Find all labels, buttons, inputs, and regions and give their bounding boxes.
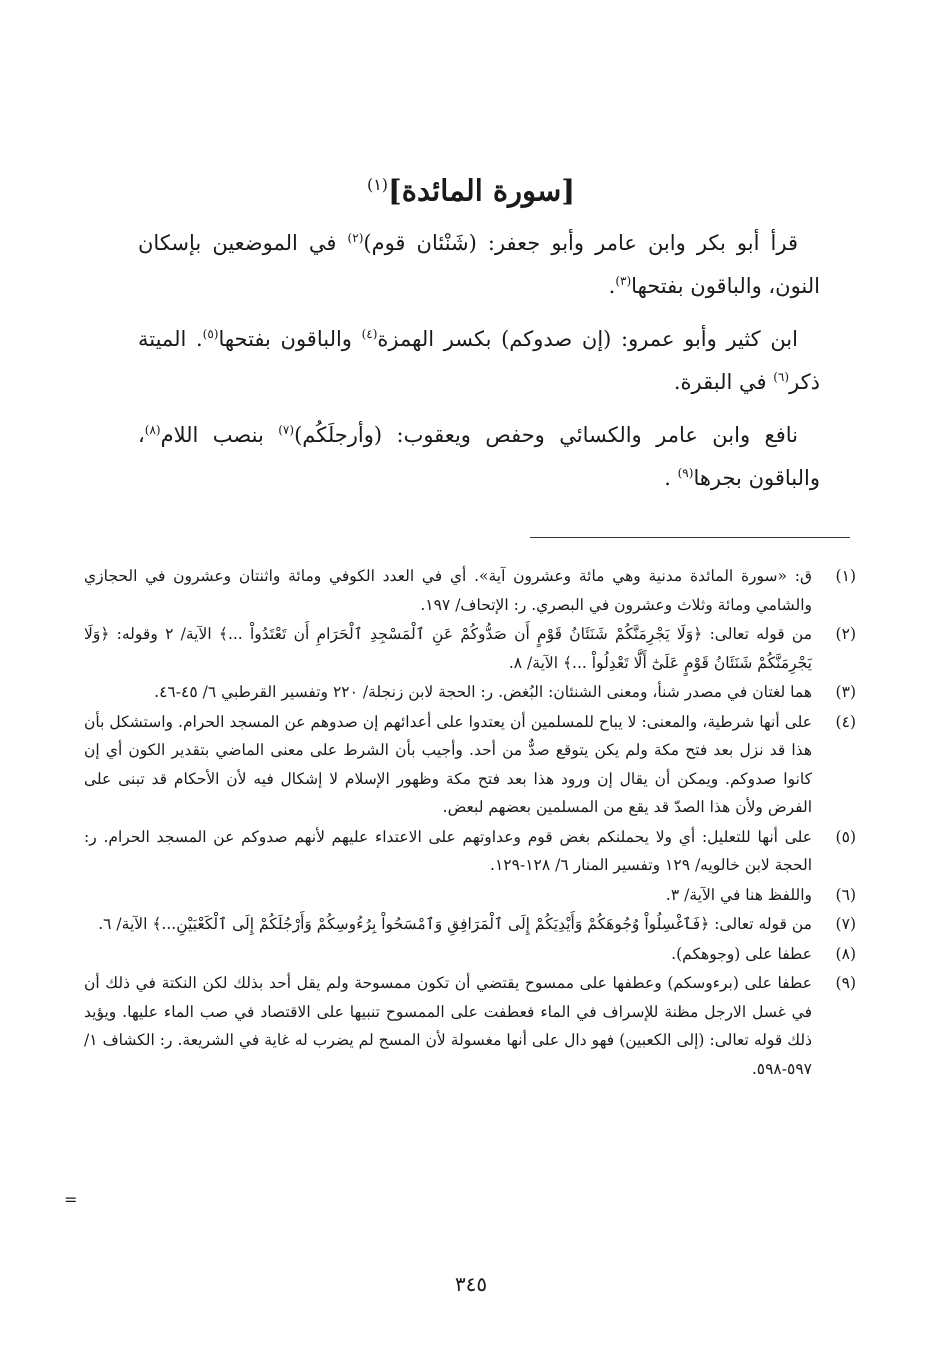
footnote-number: (٤)	[835, 712, 856, 731]
page-number: ٣٤٥	[454, 1272, 488, 1296]
footnote-ref: (٥)	[202, 327, 219, 341]
footnote-number: (٧)	[835, 915, 856, 933]
footnote-text: من قوله تعالى: ﴿وَلَا يَجْرِمَنَّكُمْ شَنَئَانُ قَوْمٍ أَن صَدُّوكُمْ عَنِ ٱلْمَسْجِدِ ٱلْحَرَامِ أَن تَعْتَدُواْ ...﴾ الآية/ ٢ وقوله: ﴿وَلَا يَجْرِمَنَّكُمْ شَنَئَانُ قَوْمٍ عَلَىٰٓ أَلَّا تَعْدِلُواْ ...﴾ الآية/ ٨.	[84, 625, 812, 672]
footnote-9	[84, 969, 856, 1083]
footnote-number: (٩)	[835, 974, 856, 992]
footnote-1	[84, 562, 856, 619]
footnote-2	[84, 620, 856, 677]
footnote-text: هما لغتان في مصدر شنأ، ومعنى الشنئان: البُغض. ر: الحجة لابن زنجلة/ ٢٢٠ وتفسير القرطبي ٦/ ٤٥-٤٦.	[154, 683, 812, 701]
footnote-ref: (٦)	[773, 370, 790, 384]
footnote-6	[84, 881, 856, 910]
footnote-number: (٢)	[835, 625, 856, 643]
footnote-4	[84, 708, 856, 822]
footnote-text: واللفظ هنا في الآية/ ٣.	[665, 885, 812, 904]
footnote-number: (٨)	[835, 944, 856, 963]
footnote-text: عطفا على (وجوهكم).	[671, 944, 812, 963]
footnote-ref: (٤)	[361, 327, 378, 341]
surah-title	[0, 160, 942, 216]
footnote-text: على أنها شرطية، والمعنى: لا يباح للمسلمين أن يعتدوا على أعدائهم إن صدوهم عن المسجد الحرام. واستشكل بأن هذا قد نزل بعد فتح مكة ولم يكن يتوقع صدٌّ من أحد. وأجيب بأن الشرط على معنى الماضي بتقدير الكون أي إن كانوا صدوكم. ويمكن أن يقال إن ورود هذا بعد فتح مكة وظهور الإسلام لا إشكال فيه لأن الأحكام قد تبنى على الفرض ولأن هذا الصدّ قد يقع من المسلمين بعضهم لبعض.	[84, 712, 812, 816]
paragraph-text: قرأ أبو بكر وابن عامر وأبو جعفر: (شَنْئان قوم)	[363, 231, 798, 255]
footnote-ref: (١)	[366, 175, 389, 194]
footnote-ref: (٣)	[615, 274, 632, 288]
paragraph-text: في الموضعين بإسكان النون، والباقون بفتحها	[138, 231, 820, 298]
footnote-ref: (٨)	[144, 423, 161, 437]
paragraph-text: بنصب اللام	[160, 423, 279, 447]
paragraph-text: والباقون بفتحها	[218, 327, 362, 351]
paragraph-text: .	[664, 466, 678, 490]
footnote-7	[84, 910, 856, 939]
paragraph-text: ابن كثير وأبو عمرو: (إن صدوكم) بكسر الهمزة	[377, 327, 798, 351]
reading-paragraph-1	[138, 222, 820, 308]
footnote-number: (١)	[835, 567, 856, 585]
footnote-text: عطفا على (برءوسكم) وعطفها على ممسوح يقتضي أن تكون ممسوحة ولم يقل أحد بذلك لكن النكتة في ذلك أن في غسل الارجل مظنة للإسراف في الماء فعطفت على الممسوح تنبيها على الاقتصاد في صب الماء عليها. ويؤيد ذلك قوله تعالى: (إلى الكعبين) فهو دال على أنها مغسولة لأن المسح لم يضرب له غاية في الشريعة. ر: الكشاف ١/ ٥٩٧-٥٩٨.	[84, 974, 812, 1078]
reading-paragraph-3	[138, 414, 820, 500]
footnote-number: (٣)	[835, 683, 856, 701]
paragraph-text: . الميتة ذكر	[138, 327, 820, 394]
footnote-text: على أنها للتعليل: أي ولا يحملنكم بغض قوم وعداوتهم على الاعتداء عليهم لأنهم صدوكم عن المسجد الحرام. ر: الحجة لابن خالويه/ ١٢٩ وتفسير المنار ٦/ ١٢٨-١٢٩.	[84, 827, 812, 874]
paragraph-text: ، والباقون بجرها	[138, 423, 820, 490]
footnote-3	[84, 678, 856, 707]
main-text	[138, 222, 820, 510]
paragraph-text: في البقرة.	[673, 370, 774, 394]
paragraph-text: نافع وابن عامر والكسائي وحفص ويعقوب: (وأرجلَكُم)	[294, 423, 798, 447]
footnote-separator	[530, 537, 850, 538]
footnote-number: (٦)	[835, 885, 856, 904]
surah-title-text: [سورة المائدة]	[388, 173, 576, 208]
footnote-number: (٥)	[835, 827, 856, 846]
footnote-ref: (٢)	[347, 231, 364, 245]
footnote-8	[84, 940, 856, 969]
footnote-ref: (٩)	[677, 466, 694, 480]
footnote-ref: (٧)	[278, 423, 295, 437]
footnote-text: ق: «سورة المائدة مدنية وهي مائة وعشرون آية». أي في العدد الكوفي ومائة واثنتان وعشرون في الحجازي والشامي ومائة وثلاث وعشرون في البصري. ر: الإتحاف/ ١٩٧.	[84, 567, 812, 614]
footnote-text: من قوله تعالى: ﴿فَٱغْسِلُواْ وُجُوهَكُمْ وَأَيْدِيَكُمْ إِلَى ٱلْمَرَافِقِ وَٱمْسَحُواْ بِرُءُوسِكُمْ وَأَرْجُلَكُمْ إِلَى ٱلْكَعْبَيْنِ...﴾ الآية/ ٦.	[98, 915, 812, 933]
paragraph-text: .	[608, 274, 616, 298]
continuation-mark: =	[64, 1190, 78, 1209]
footnotes	[84, 562, 856, 1084]
footnote-5	[84, 823, 856, 880]
reading-paragraph-2	[138, 318, 820, 404]
